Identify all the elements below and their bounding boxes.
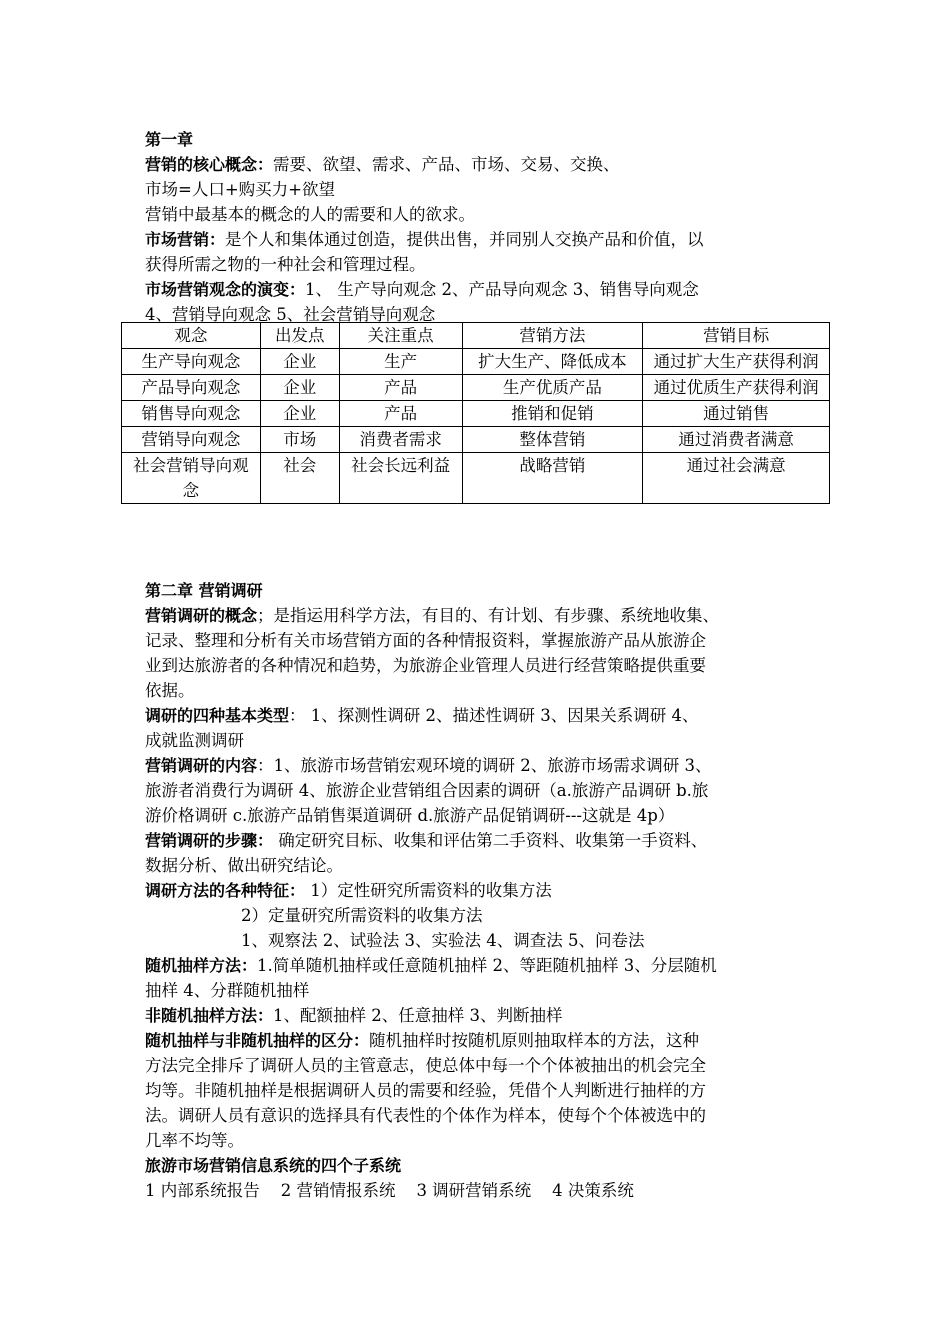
- table-cell: 社会: [260, 453, 339, 504]
- table-header: 营销目标: [643, 323, 830, 349]
- table-cell: 企业: [260, 401, 339, 427]
- research-types: 调研的四种基本类型： 1、探测性调研 2、描述性调研 3、因果关系调研 4、: [145, 706, 699, 725]
- table-cell: 产品导向观念: [122, 375, 261, 401]
- table-cell: 通过消费者满意: [643, 427, 830, 453]
- table-cell: 社会营销导向观念: [122, 453, 261, 504]
- table-cell: 产品: [339, 375, 462, 401]
- marketing-label: 市场营销：: [145, 230, 226, 249]
- research-steps-label: 营销调研的步骤：: [145, 831, 274, 850]
- table-cell: 消费者需求: [339, 427, 462, 453]
- research-content-label: 营销调研的内容: [145, 756, 258, 775]
- table-header-row: [122, 323, 830, 349]
- table-cell: 生产: [339, 349, 462, 375]
- chapter-2: [145, 578, 815, 1203]
- research-concept-cont: 记录、整理和分析有关市场营销方面的各种情报资料，掌握旅游产品从旅游企: [145, 631, 706, 650]
- research-concept-cont: 业到达旅游者的各种情况和趋势，为旅游企业管理人员进行经营策略提供重要: [145, 656, 706, 675]
- research-steps: 营销调研的步骤： 确定研究目标、收集和评估第二手资料、收集第一手资料、: [145, 831, 708, 850]
- mis-subsystems: 1 内部系统报告 2 营销情报系统 3 调研营销系统 4 决策系统: [145, 1181, 634, 1200]
- sampling-difference-cont: 方法完全排斥了调研人员的主管意志，使总体中每一个个体被抽出的机会完全: [145, 1056, 706, 1075]
- research-types-label: 调研的四种基本类型: [145, 706, 290, 725]
- table-header: 营销方法: [462, 323, 643, 349]
- research-concept-label: 营销调研的概念: [145, 606, 258, 625]
- table-cell: 扩大生产、降低成本: [462, 349, 643, 375]
- sampling-difference-label: 随机抽样与非随机抽样的区分：: [145, 1031, 370, 1050]
- evolution-cont: 4、营销导向观念 5、社会营销导向观念: [145, 305, 436, 324]
- random-sampling-cont: 抽样 4、分群随机抽样: [145, 981, 310, 1000]
- research-content-cont: 游价格调研 c.旅游产品销售渠道调研 d.旅游产品促销调研---这就是 4p）: [145, 806, 675, 825]
- research-concept-cont: 依据。: [145, 681, 195, 700]
- table-cell: 生产导向观念: [122, 349, 261, 375]
- basic-concept: 营销中最基本的概念的人的需要和人的欲求。: [145, 205, 475, 224]
- table-row: [122, 349, 830, 375]
- chapter-1: [145, 127, 815, 327]
- table-cell: 市场: [260, 427, 339, 453]
- table-cell: 企业: [260, 375, 339, 401]
- sampling-difference-cont: 法。调研人员有意识的选择具有代表性的个体作为样本，使每个个体被选中的: [145, 1106, 706, 1125]
- sampling-difference: 随机抽样与非随机抽样的区分：随机抽样时按随机原则抽取样本的方法，这种: [145, 1031, 700, 1050]
- research-methods: 调研方法的各种特征： 1）定性研究所需资料的收集方法: [145, 881, 552, 900]
- table-cell: 通过优质生产获得利润: [643, 375, 830, 401]
- table-cell: 销售导向观念: [122, 401, 261, 427]
- research-steps-cont: 数据分析、做出研究结论。: [145, 856, 343, 875]
- marketing-definition: 市场营销：是个人和集体通过创造，提供出售，并同别人交换产品和价值，以: [145, 230, 704, 249]
- research-methods-list: 1、观察法 2、试验法 3、实验法 4、调查法 5、问卷法: [241, 931, 645, 950]
- table-cell: 战略营销: [462, 453, 643, 504]
- chapter-1-title: 第一章: [145, 130, 194, 149]
- mis-title: 旅游市场营销信息系统的四个子系统: [145, 1156, 402, 1175]
- table-cell: 通过销售: [643, 401, 830, 427]
- research-methods-label: 调研方法的各种特征：: [145, 881, 306, 900]
- core-concepts-label: 营销的核心概念：: [145, 155, 274, 174]
- evolution-label: 市场营销观念的演变：: [145, 280, 306, 299]
- table-cell: 企业: [260, 349, 339, 375]
- table-cell: 营销导向观念: [122, 427, 261, 453]
- core-concepts: [145, 152, 815, 177]
- nonrandom-sampling: 非随机抽样方法：1、配额抽样 2、任意抽样 3、判断抽样: [145, 1006, 563, 1025]
- random-sampling: 随机抽样方法：1.简单随机抽样或任意随机抽样 2、等距随机抽样 3、分层随机: [145, 956, 717, 975]
- research-content: 营销调研的内容：1、旅游市场营销宏观环境的调研 2、旅游市场需求调研 3、: [145, 756, 712, 775]
- table-row: [122, 453, 830, 504]
- random-sampling-label: 随机抽样方法：: [145, 956, 258, 975]
- research-concept: 营销调研的概念；是指运用科学方法，有目的、有计划、有步骤、系统地收集、: [145, 606, 720, 625]
- table-row: [122, 375, 830, 401]
- concept-comparison-table: [121, 322, 830, 504]
- table-row: [122, 401, 830, 427]
- marketing-definition-cont: 获得所需之物的一种社会和管理过程。: [145, 255, 426, 274]
- core-concepts-text: 需要、欲望、需求、产品、市场、交易、交换、: [273, 155, 620, 174]
- research-types-cont: 成就监测调研: [145, 731, 244, 750]
- table-cell: 推销和促销: [462, 401, 643, 427]
- nonrandom-sampling-label: 非随机抽样方法：: [145, 1006, 274, 1025]
- research-methods-cont: 2）定量研究所需资料的收集方法: [241, 906, 483, 925]
- sampling-difference-cont: 均等。非随机抽样是根据调研人员的需要和经验，凭借个人判断进行抽样的方: [145, 1081, 706, 1100]
- table-header: 出发点: [260, 323, 339, 349]
- table-cell: 社会长远利益: [339, 453, 462, 504]
- table-header: 观念: [122, 323, 261, 349]
- research-content-cont: 旅游者消费行为调研 4、旅游企业营销组合因素的调研（a.旅游产品调研 b.旅: [145, 781, 709, 800]
- table-row: [122, 427, 830, 453]
- table-header: 关注重点: [339, 323, 462, 349]
- table-cell: 通过社会满意: [643, 453, 830, 504]
- table-cell: 生产优质产品: [462, 375, 643, 401]
- market-formula: 市场=人口+购买力+欲望: [145, 180, 335, 199]
- sampling-difference-cont: 几率不均等。: [145, 1131, 244, 1150]
- chapter-2-title: 第二章 营销调研: [145, 581, 263, 600]
- table-cell: 整体营销: [462, 427, 643, 453]
- table-cell: 产品: [339, 401, 462, 427]
- table-cell: 通过扩大生产获得利润: [643, 349, 830, 375]
- evolution: 市场营销观念的演变：1、 生产导向观念 2、产品导向观念 3、销售导向观念: [145, 280, 699, 299]
